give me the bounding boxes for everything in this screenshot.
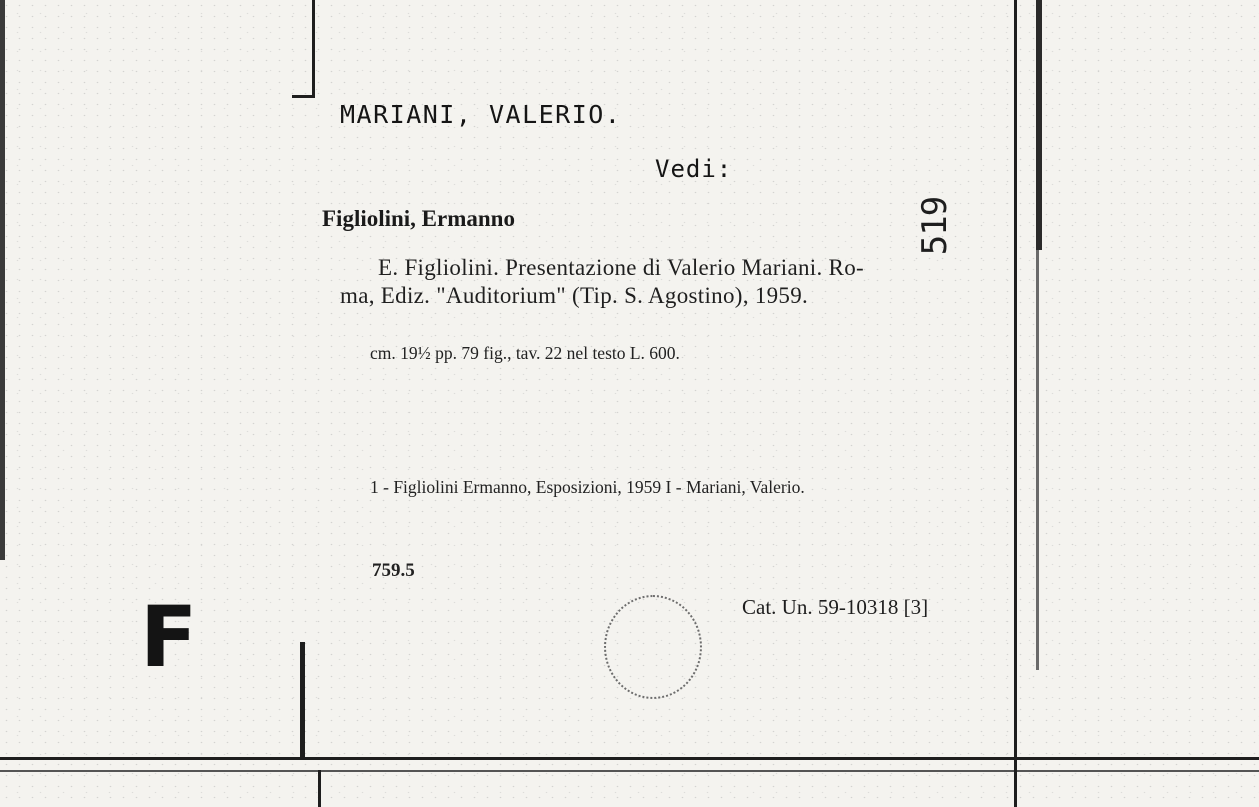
top-bracket-line <box>312 0 315 98</box>
bottom-left-bracket <box>300 642 305 760</box>
right-outer-line-lower <box>1036 250 1039 670</box>
subject-tracings: 1 - Figliolini Ermanno, Esposizioni, 1959 I - Mariani, Valerio. <box>370 477 805 497</box>
left-edge-line <box>0 0 5 560</box>
bottom-border-line <box>0 757 1259 760</box>
title-line-2: ma, Ediz. "Auditorium" (Tip. S. Agostino), 1959. <box>340 283 809 308</box>
right-outer-line <box>1036 0 1042 250</box>
right-border-line <box>1014 0 1017 770</box>
bottom-border-line-2 <box>0 770 1259 772</box>
stamp-number: 519 <box>915 196 956 256</box>
see-reference-label: Vedi: <box>655 155 733 183</box>
catalog-number: Cat. Un. 59-10318 [3] <box>742 595 929 619</box>
bottom-stub-2 <box>1014 770 1017 807</box>
title-line-1: E. Figliolini. Presentazione di Valerio Mariani. Ro- <box>378 255 864 280</box>
punch-hole <box>604 595 702 699</box>
class-number: 759.5 <box>372 560 415 581</box>
bottom-stub-1 <box>318 770 321 807</box>
collation-line: cm. 19½ pp. 79 fig., tav. 22 nel testo L. 600. <box>370 343 680 363</box>
author-heading: Figliolini, Ermanno <box>322 206 515 231</box>
card-heading: MARIANI, VALERIO. <box>340 100 622 129</box>
margin-letter: F <box>140 588 198 686</box>
top-bracket-foot <box>292 95 314 98</box>
